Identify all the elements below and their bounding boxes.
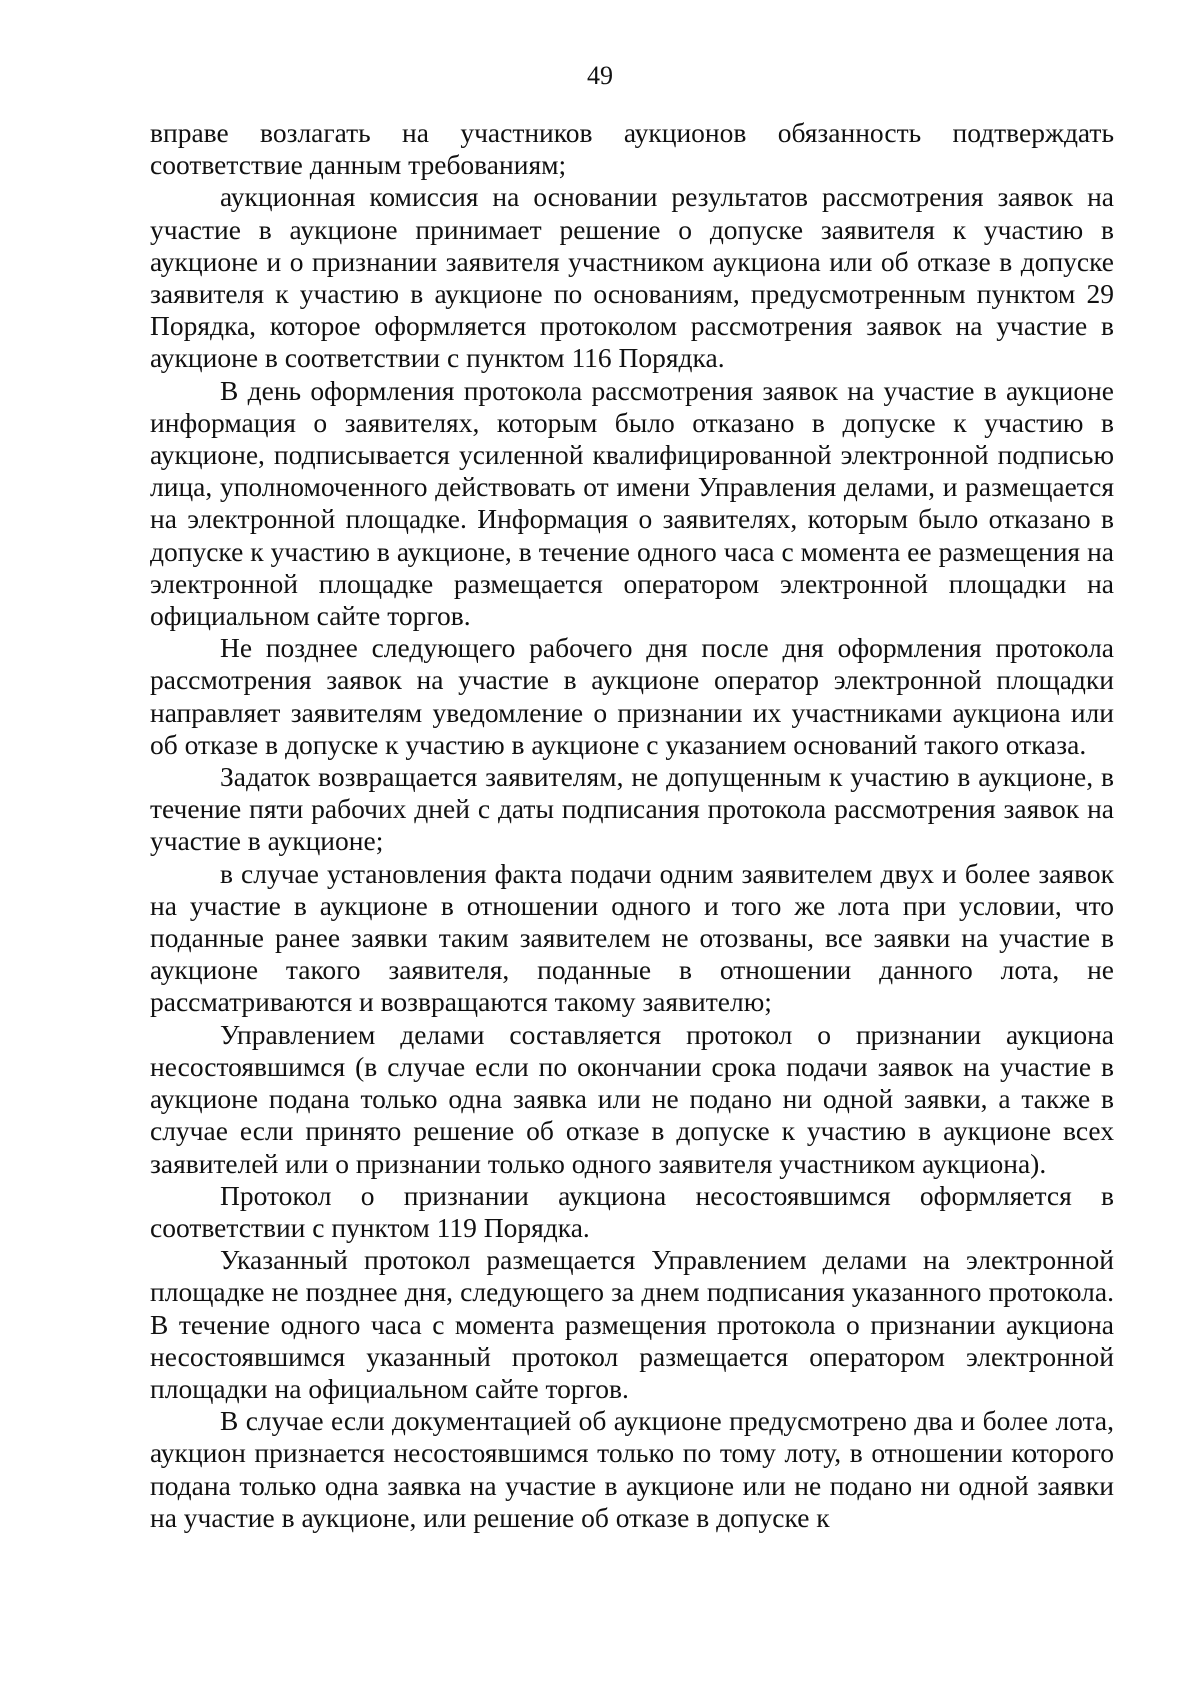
document-body bbox=[150, 117, 1114, 1534]
paragraph: в случае установления факта подачи одним заявителем двух и более заявок на участие в аукционе в отношении одного и того же лота при условии, что поданные ранее заявки таким заявителем не отозваны, все заявки на участие в аукционе такого заявителя, поданные в отношении данного лота, не рассматриваются и возвращаются такому заявителю; bbox=[150, 857, 1114, 1018]
paragraph: Протокол о признании аукциона несостоявшимся оформляется в соответствии с пунктом 119 Порядка. bbox=[150, 1179, 1114, 1243]
paragraph: Не позднее следующего рабочего дня после дня оформления протокола рассмотрения заявок на участие в аукционе оператор электронной площадки направляет заявителям уведомление о признании их участниками аукциона или об отказе в допуске к участию в аукционе с указанием оснований такого отказа. bbox=[150, 632, 1114, 760]
paragraph: В случае если документацией об аукционе предусмотрено два и более лота, аукцион признается несостоявшимся только по тому лоту, в отношении которого подана только одна заявка на участие в аукционе или не подано ни одной заявки на участие в аукционе, или решение об отказе в допуске к bbox=[150, 1405, 1114, 1533]
paragraph: Задаток возвращается заявителям, не допущенным к участию в аукционе, в течение пяти рабочих дней с даты подписания протокола рассмотрения заявок на участие в аукционе; bbox=[150, 761, 1114, 857]
paragraph: Указанный протокол размещается Управлением делами на электронной площадке не позднее дня, следующего за днем подписания указанного протокола. В течение одного часа с момента размещения протокола о признании аукциона несостоявшимся указанный протокол размещается оператором электронной площадки на официальном сайте торгов. bbox=[150, 1244, 1114, 1404]
paragraph: вправе возлагать на участников аукционов обязанность подтверждать соответствие данным требованиям; bbox=[150, 117, 1114, 181]
paragraph: В день оформления протокола рассмотрения заявок на участие в аукционе информация о заявителях, которым было отказано в допуске к участию в аукционе, подписывается усиленной квалифицированной электронной подписью лица, уполномоченного действовать от имени Управления делами, и размещается на электронной площадке. Информация о заявителях, которым было отказано в допуске к участию в аукционе, в течение одного часа с момента ее размещения на электронной площадке размещается оператором электронной площадки на официальном сайте торгов. bbox=[150, 374, 1114, 632]
paragraph: аукционная комиссия на основании результатов рассмотрения заявок на участие в аукционе принимает решение о допуске заявителя к участию в аукционе и о признании заявителя участником аукциона или об отказе в допуске заявителя к участию в аукционе по основаниям, предусмотренным пунктом 29 Порядка, которое оформляется протоколом рассмотрения заявок на участие в аукционе в соответствии с пунктом 116 Порядка. bbox=[150, 181, 1114, 374]
page-number: 49 bbox=[587, 61, 613, 90]
paragraph: Управлением делами составляется протокол о признании аукциона несостоявшимся (в случае если по окончании срока подачи заявок на участие в аукционе подана только одна заявка или не подано ни одной заявки, а также в случае если принято решение об отказе в допуске к участию в аукционе всех заявителей или о признании только одного заявителя участником аукциона). bbox=[150, 1018, 1114, 1179]
